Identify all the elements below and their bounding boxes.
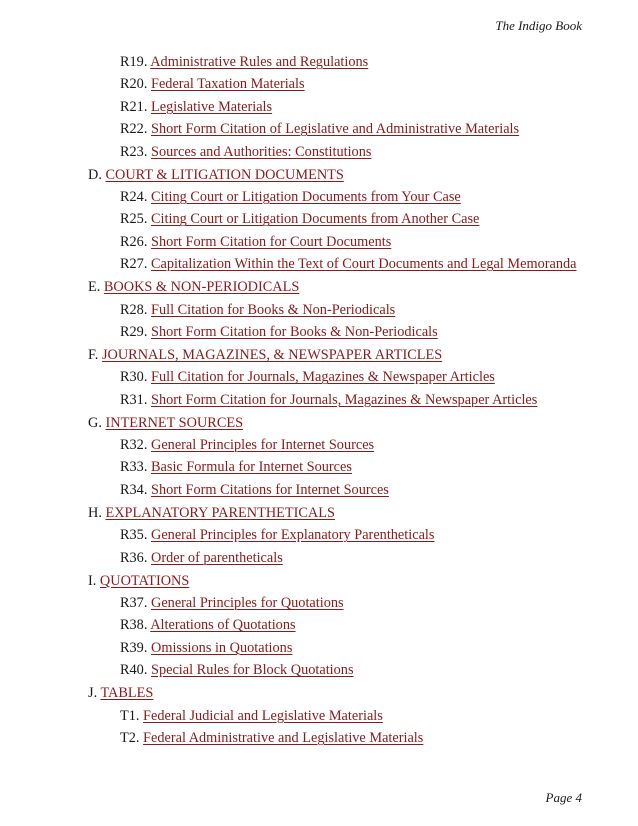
toc-entry-link[interactable]: Full Citation for Journals, Magazines & Newspaper Articles bbox=[151, 369, 495, 386]
toc-entry-link[interactable]: Legislative Materials bbox=[151, 98, 273, 115]
toc-entry bbox=[88, 234, 588, 251]
toc-number: R28. bbox=[120, 301, 148, 318]
toc-number: R35. bbox=[120, 527, 148, 544]
toc-number: R19. bbox=[120, 54, 148, 70]
toc-number: R25. bbox=[120, 211, 148, 228]
toc-number: R32. bbox=[120, 437, 148, 454]
toc-entry bbox=[88, 595, 588, 612]
toc-entry bbox=[88, 369, 588, 386]
toc-entry-link[interactable]: Short Form Citation for Journals, Magazines & Newspaper Articles bbox=[151, 391, 538, 408]
toc-number: R20. bbox=[120, 76, 148, 93]
toc-number: R38. bbox=[120, 617, 148, 634]
toc-entry-link[interactable]: Federal Judicial and Legislative Materials bbox=[143, 707, 383, 724]
toc-entry-link[interactable]: Special Rules for Block Quotations bbox=[151, 662, 354, 679]
toc-entry-link[interactable]: Federal Taxation Materials bbox=[151, 76, 305, 93]
toc-section bbox=[88, 685, 588, 702]
toc-entry bbox=[88, 211, 588, 228]
toc-number: R39. bbox=[120, 639, 148, 656]
toc-entry bbox=[88, 144, 588, 161]
toc-number: R36. bbox=[120, 549, 148, 566]
toc-section bbox=[88, 573, 588, 590]
toc-number: T1. bbox=[120, 707, 140, 724]
toc-entry-link[interactable]: Federal Administrative and Legislative Materials bbox=[143, 729, 424, 746]
toc-number: D. bbox=[88, 166, 102, 183]
toc-section bbox=[88, 415, 588, 432]
toc-entry-link[interactable]: Administrative Rules and Regulations bbox=[150, 54, 369, 70]
toc-entry bbox=[88, 99, 588, 116]
toc-entry bbox=[88, 76, 588, 93]
toc-section-link[interactable]: TABLES bbox=[100, 685, 154, 702]
toc-entry-link[interactable]: Order of parentheticals bbox=[151, 549, 283, 566]
toc-number: F. bbox=[88, 346, 99, 363]
toc-entry bbox=[88, 189, 588, 206]
toc-section-link[interactable]: QUOTATIONS bbox=[99, 572, 190, 589]
toc-entry-link[interactable]: Short Form Citations for Internet Sources bbox=[151, 481, 389, 498]
toc-number: R23. bbox=[120, 143, 148, 160]
toc-entry bbox=[88, 459, 588, 476]
toc-entry bbox=[88, 437, 588, 454]
toc-entry-link[interactable]: Short Form Citation for Court Documents bbox=[151, 233, 392, 250]
page-number: Page 4 bbox=[545, 790, 582, 805]
toc-entry-link[interactable]: General Principles for Quotations bbox=[151, 595, 344, 612]
toc-number: I. bbox=[88, 572, 97, 589]
toc-entry bbox=[88, 324, 588, 341]
toc-entry bbox=[88, 54, 588, 71]
toc-section bbox=[88, 279, 588, 296]
toc-entry-link[interactable]: Omissions in Quotations bbox=[151, 639, 293, 656]
toc-number: R24. bbox=[120, 188, 148, 205]
toc-section-link[interactable]: COURT & LITIGATION DOCUMENTS bbox=[105, 166, 344, 183]
toc-entry-link[interactable]: General Principles for Internet Sources bbox=[151, 437, 375, 454]
toc-entry bbox=[88, 256, 588, 273]
toc-entry-link[interactable]: Short Form Citation for Books & Non-Periodicals bbox=[151, 323, 438, 340]
toc-number: R21. bbox=[120, 98, 148, 115]
toc-entry bbox=[88, 730, 588, 747]
toc-entry-link[interactable]: Sources and Authorities: Constitutions bbox=[151, 143, 372, 160]
toc-section bbox=[88, 347, 588, 364]
toc-section-link[interactable]: EXPLANATORY PARENTHETICALS bbox=[105, 504, 335, 521]
running-header: The Indigo Book bbox=[495, 18, 582, 33]
toc-entry bbox=[88, 640, 588, 657]
toc-entry bbox=[88, 392, 588, 409]
toc-number: R22. bbox=[120, 121, 148, 138]
toc-number: H. bbox=[88, 504, 102, 521]
toc-entry-link[interactable]: Basic Formula for Internet Sources bbox=[151, 459, 352, 476]
toc-number: E. bbox=[88, 279, 101, 296]
toc-number: R27. bbox=[120, 256, 148, 273]
toc-entry bbox=[88, 527, 588, 544]
toc-entry bbox=[88, 708, 588, 725]
toc-entry-link[interactable]: Citing Court or Litigation Documents from Your Case bbox=[151, 188, 461, 205]
toc-number: R33. bbox=[120, 459, 148, 476]
toc-number: J. bbox=[88, 685, 98, 702]
toc-entry-link[interactable]: Full Citation for Books & Non-Periodicals bbox=[151, 301, 396, 318]
toc-section-link[interactable]: INTERNET SOURCES bbox=[105, 414, 244, 431]
toc-number: R34. bbox=[120, 481, 148, 498]
toc-entry-link[interactable]: Capitalization Within the Text of Court Documents and Legal Memoranda bbox=[151, 256, 577, 273]
toc-entry bbox=[88, 662, 588, 679]
toc-entry bbox=[88, 482, 588, 499]
toc-section bbox=[88, 167, 588, 184]
toc-entry-link[interactable]: General Principles for Explanatory Parentheticals bbox=[151, 527, 435, 544]
table-of-contents bbox=[88, 54, 588, 747]
toc-entry bbox=[88, 302, 588, 319]
toc-entry bbox=[88, 550, 588, 567]
toc-entry-link[interactable]: Short Form Citation of Legislative and Administrative Materials bbox=[151, 121, 520, 138]
toc-number: R31. bbox=[120, 391, 148, 408]
toc-number: R30. bbox=[120, 369, 148, 386]
toc-entry bbox=[88, 617, 588, 634]
toc-number: G. bbox=[88, 414, 102, 431]
toc-number: R40. bbox=[120, 662, 148, 679]
toc-entry bbox=[88, 121, 588, 138]
toc-number: T2. bbox=[120, 729, 140, 746]
toc-section bbox=[88, 505, 588, 522]
toc-section-link[interactable]: BOOKS & NON-PERIODICALS bbox=[103, 279, 300, 296]
toc-section-link[interactable]: JOURNALS, MAGAZINES, & NEWSPAPER ARTICLES bbox=[101, 346, 443, 363]
toc-entry-link[interactable]: Alterations of Quotations bbox=[150, 617, 296, 634]
toc-number: R26. bbox=[120, 233, 148, 250]
toc-number: R37. bbox=[120, 595, 148, 612]
toc-entry-link[interactable]: Citing Court or Litigation Documents from Another Case bbox=[151, 211, 480, 228]
toc-number: R29. bbox=[120, 323, 148, 340]
